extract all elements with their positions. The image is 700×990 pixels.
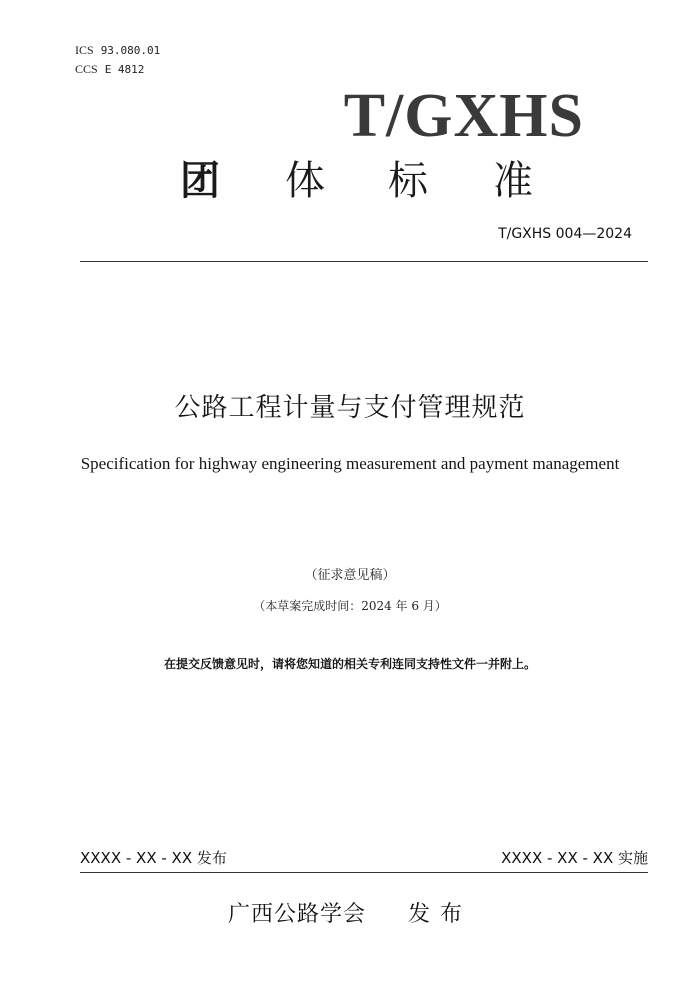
standard-number: T/GXHS 004—2024 [498,226,632,242]
standard-type [0,156,700,210]
draft-label: （征求意见稿） [304,568,396,583]
standard-type-char: 准 [493,158,533,204]
organization-code-mark: T/GXHS [343,82,584,150]
ccs-value: E 4812 [104,63,145,76]
title-chinese: 公路工程计量与支付管理规范 [174,393,526,423]
publisher-name: 广西公路学会 [227,902,366,927]
title-english: Specification for highway engineering measurement and payment management [80,454,620,473]
standard-type-char: 体 [285,158,325,204]
implementation-date: XXXX - XX - XX 实施 [501,849,648,867]
top-divider [80,261,648,262]
draft-completion-date: （本草案完成时间：2024 年 6 月） [253,599,447,613]
publisher [0,898,700,932]
standard-type-char: 标 [388,158,428,204]
ccs-code [75,62,144,77]
ics-code [75,43,160,58]
issue-date: XXXX - XX - XX 发布 [80,849,227,867]
bottom-divider [80,872,648,873]
ccs-label: CCS [75,62,98,76]
ics-label: ICS [75,43,94,57]
standard-type-char: 团 [180,158,220,204]
ics-value: 93.080.01 [100,44,161,57]
patent-notice: 在提交反馈意见时，请将您知道的相关专利连同支持性文件一并附上。 [163,657,536,671]
publisher-action: 发布 [408,902,473,927]
